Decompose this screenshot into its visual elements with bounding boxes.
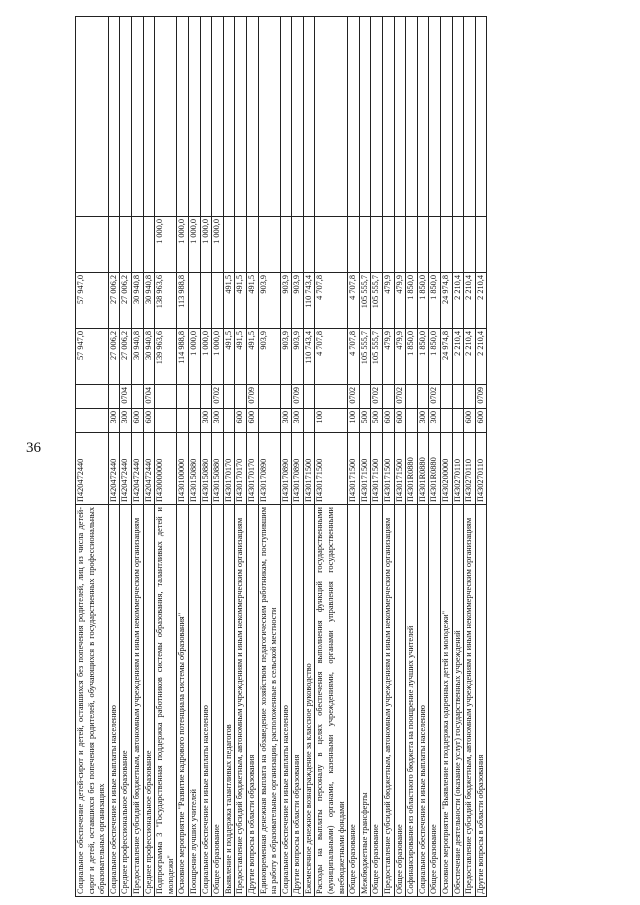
amount-federal: [475, 217, 487, 273]
target-article-code: П420472440: [131, 433, 143, 505]
table-row: [188, 17, 200, 897]
row-name: Поощрение лучших учителей: [188, 505, 200, 897]
amount-regional: 24 974,8: [441, 273, 453, 329]
amount-total: 1 850,0: [406, 329, 418, 385]
section-code: 0709: [475, 385, 487, 409]
table-row: [246, 17, 258, 897]
amount-other: [475, 17, 487, 217]
table-row: [348, 17, 360, 897]
amount-total: 1 850,0: [417, 329, 429, 385]
section-code: 0702: [371, 385, 383, 409]
target-article-code: П430171500: [315, 433, 348, 505]
row-name: Софинансирование из областного бюджета на поощрение лучших учителей: [406, 505, 418, 897]
table-row: [452, 17, 464, 897]
amount-other: [155, 17, 177, 217]
amount-total: 2 210,4: [475, 329, 487, 385]
budget-table: [75, 16, 487, 897]
section-code: [258, 385, 280, 409]
amount-total: 27 006,2: [120, 329, 132, 385]
table-row: [200, 17, 212, 897]
expense-type-code: [452, 409, 464, 433]
table-row: [108, 17, 120, 897]
target-article-code: П430171500: [359, 433, 371, 505]
target-article-code: П430150880: [212, 433, 224, 505]
row-name: Социальное обеспечение и иные выплаты населению: [200, 505, 212, 897]
row-name: Основное мероприятие "Выявление и поддержка одаренных детей и молодежи": [441, 505, 453, 897]
target-article-code: П430171500: [371, 433, 383, 505]
amount-federal: 1 000,0: [212, 217, 224, 273]
amount-regional: 479,9: [394, 273, 406, 329]
amount-total: 491,5: [223, 329, 235, 385]
amount-regional: 491,5: [235, 273, 247, 329]
section-code: [359, 385, 371, 409]
amount-total: 30 940,8: [131, 329, 143, 385]
amount-federal: [452, 217, 464, 273]
table-row: [429, 17, 441, 897]
target-article-code: П430170170: [235, 433, 247, 505]
amount-regional: 903,9: [292, 273, 304, 329]
section-code: 0702: [394, 385, 406, 409]
amount-federal: [280, 217, 292, 273]
amount-regional: 4 707,8: [315, 273, 348, 329]
amount-total: 1 000,0: [212, 329, 224, 385]
table-row: [406, 17, 418, 897]
row-name: Общее образование: [371, 505, 383, 897]
amount-other: [280, 17, 292, 217]
section-code: 0704: [120, 385, 132, 409]
section-code: [452, 385, 464, 409]
amount-total: 139 963,6: [155, 329, 177, 385]
amount-other: [429, 17, 441, 217]
target-article-code: П430170890: [280, 433, 292, 505]
amount-other: [292, 17, 304, 217]
target-article-code: П430150880: [188, 433, 200, 505]
target-article-code: П4301R0880: [417, 433, 429, 505]
amount-other: [315, 17, 348, 217]
row-name: Общее образование: [212, 505, 224, 897]
target-article-code: П430200000: [441, 433, 453, 505]
section-code: [131, 385, 143, 409]
amount-total: 105 555,7: [359, 329, 371, 385]
amount-regional: 479,9: [383, 273, 395, 329]
section-code: [188, 385, 200, 409]
expense-type-code: 300: [212, 409, 224, 433]
amount-other: [417, 17, 429, 217]
section-code: [155, 385, 177, 409]
amount-regional: 4 707,8: [348, 273, 360, 329]
target-article-code: П430170890: [292, 433, 304, 505]
amount-regional: 27 006,2: [120, 273, 132, 329]
amount-federal: [292, 217, 304, 273]
amount-other: [371, 17, 383, 217]
amount-other: [348, 17, 360, 217]
target-article-code: П420472440: [76, 433, 109, 505]
expense-type-code: [76, 409, 109, 433]
section-code: 0702: [429, 385, 441, 409]
section-code: [76, 385, 109, 409]
target-article-code: П430171500: [383, 433, 395, 505]
section-code: 0709: [246, 385, 258, 409]
amount-other: [200, 17, 212, 217]
expense-type-code: [303, 409, 315, 433]
amount-regional: 57 947,0: [76, 273, 109, 329]
amount-regional: 491,5: [223, 273, 235, 329]
amount-other: [235, 17, 247, 217]
amount-total: 105 555,7: [371, 329, 383, 385]
expense-type-code: 600: [235, 409, 247, 433]
expense-type-code: 300: [280, 409, 292, 433]
amount-other: [394, 17, 406, 217]
target-article-code: П430170170: [246, 433, 258, 505]
expense-type-code: 300: [108, 409, 120, 433]
section-code: [177, 385, 189, 409]
expense-type-code: [177, 409, 189, 433]
target-article-code: П430171500: [303, 433, 315, 505]
amount-federal: [348, 217, 360, 273]
expense-type-code: 300: [429, 409, 441, 433]
amount-total: 903,9: [292, 329, 304, 385]
target-article-code: П420472440: [120, 433, 132, 505]
amount-total: 903,9: [258, 329, 280, 385]
expense-type-code: 300: [292, 409, 304, 433]
section-code: [200, 385, 212, 409]
amount-other: [258, 17, 280, 217]
row-name: Общее образование: [394, 505, 406, 897]
amount-federal: [143, 217, 155, 273]
amount-other: [131, 17, 143, 217]
amount-regional: 113 988,8: [177, 273, 189, 329]
amount-other: [406, 17, 418, 217]
row-name: Предоставление субсидий бюджетным, автономным учреждениям и иным некоммерческим организациям: [235, 505, 247, 897]
row-name: Предоставление субсидий бюджетным, автономным учреждениям и иным некоммерческим организациям: [131, 505, 143, 897]
amount-other: [188, 17, 200, 217]
target-article-code: П430270110: [452, 433, 464, 505]
amount-federal: [417, 217, 429, 273]
section-code: [303, 385, 315, 409]
amount-regional: 105 555,7: [359, 273, 371, 329]
amount-other: [76, 17, 109, 217]
amount-other: [143, 17, 155, 217]
row-name: Ежемесячное денежное вознаграждение за классное руководство: [303, 505, 315, 897]
amount-total: 114 988,8: [177, 329, 189, 385]
expense-type-code: 500: [359, 409, 371, 433]
row-name: Подпрограмма 3 "Государственная поддержка работников системы образования, талантливых детей и молодежи": [155, 505, 177, 897]
amount-regional: 491,5: [246, 273, 258, 329]
amount-federal: 1 000,0: [200, 217, 212, 273]
section-code: [417, 385, 429, 409]
expense-type-code: 600: [475, 409, 487, 433]
table-row: [303, 17, 315, 897]
amount-other: [383, 17, 395, 217]
row-name: Основное мероприятие "Развитие кадрового потенциала системы образования": [177, 505, 189, 897]
amount-regional: 30 940,8: [131, 273, 143, 329]
section-code: 0702: [348, 385, 360, 409]
amount-other: [303, 17, 315, 217]
section-code: [383, 385, 395, 409]
expense-type-code: 600: [143, 409, 155, 433]
amount-other: [464, 17, 476, 217]
expense-type-code: 100: [348, 409, 360, 433]
amount-federal: [441, 217, 453, 273]
amount-regional: 1 850,0: [417, 273, 429, 329]
section-code: [315, 385, 348, 409]
amount-federal: [258, 217, 280, 273]
target-article-code: П430171500: [348, 433, 360, 505]
amount-other: [223, 17, 235, 217]
table-row: [235, 17, 247, 897]
row-name: Другие вопросы в области образования: [475, 505, 487, 897]
expense-type-code: 300: [200, 409, 212, 433]
expense-type-code: [441, 409, 453, 433]
table-row: [258, 17, 280, 897]
row-name: Расходы на выплаты персоналу в целях обеспечения выполнения функций государственными (муниципальными) органами, казенными учреждениями, органами управления государственными внебюджетными фондами: [315, 505, 348, 897]
expense-type-code: [223, 409, 235, 433]
table-row: [143, 17, 155, 897]
amount-federal: [131, 217, 143, 273]
amount-regional: 110 743,4: [303, 273, 315, 329]
amount-regional: 2 210,4: [464, 273, 476, 329]
amount-total: 903,9: [280, 329, 292, 385]
row-name: Общее образование: [429, 505, 441, 897]
table-row: [292, 17, 304, 897]
amount-other: [108, 17, 120, 217]
target-article-code: П430270110: [475, 433, 487, 505]
amount-total: 57 947,0: [76, 329, 109, 385]
expense-type-code: 100: [315, 409, 348, 433]
amount-other: [120, 17, 132, 217]
amount-total: 1 000,0: [188, 329, 200, 385]
section-code: [223, 385, 235, 409]
amount-federal: [359, 217, 371, 273]
amount-other: [359, 17, 371, 217]
amount-federal: [394, 217, 406, 273]
section-code: [441, 385, 453, 409]
amount-federal: 1 000,0: [155, 217, 177, 273]
expense-type-code: 600: [246, 409, 258, 433]
amount-regional: 138 963,6: [155, 273, 177, 329]
amount-regional: [200, 273, 212, 329]
row-name: Социальное обеспечение и иные выплаты населению: [108, 505, 120, 897]
amount-regional: 2 210,4: [475, 273, 487, 329]
amount-federal: [246, 217, 258, 273]
row-name: Социальное обеспечение и иные выплаты населению: [417, 505, 429, 897]
table-row: [131, 17, 143, 897]
amount-total: 24 974,8: [441, 329, 453, 385]
section-code: 0704: [143, 385, 155, 409]
amount-other: [212, 17, 224, 217]
amount-federal: [76, 217, 109, 273]
row-name: Среднее профессиональное образование: [120, 505, 132, 897]
target-article-code: П430171500: [394, 433, 406, 505]
expense-type-code: [258, 409, 280, 433]
row-name: Межбюджетные трансферты: [359, 505, 371, 897]
amount-federal: [235, 217, 247, 273]
table-row: [212, 17, 224, 897]
amount-total: 1 850,0: [429, 329, 441, 385]
table-row: [475, 17, 487, 897]
amount-federal: [120, 217, 132, 273]
target-article-code: П430270110: [464, 433, 476, 505]
section-code: 0709: [292, 385, 304, 409]
table-row: [76, 17, 109, 897]
table-row: [223, 17, 235, 897]
amount-federal: [223, 217, 235, 273]
row-name: Социальное обеспечение детей-сирот и детей, оставшихся без попечения родителей, лиц из числа детей-сирот и детей, оставшихся без попечения родителей, обучающихся в государственных профессиональных образовательных организациях: [76, 505, 109, 897]
amount-federal: 1 000,0: [177, 217, 189, 273]
table-row: [155, 17, 177, 897]
section-code: [108, 385, 120, 409]
target-article-code: П430170890: [258, 433, 280, 505]
amount-total: 4 707,8: [315, 329, 348, 385]
table-body: [76, 17, 487, 897]
amount-federal: [371, 217, 383, 273]
amount-regional: 30 940,8: [143, 273, 155, 329]
amount-regional: [188, 273, 200, 329]
amount-total: 479,9: [383, 329, 395, 385]
table-row: [359, 17, 371, 897]
table-row: [315, 17, 348, 897]
row-name: Другие вопросы в области образования: [292, 505, 304, 897]
expense-type-code: 600: [464, 409, 476, 433]
row-name: Выявление и поддержка талантливых педагогов: [223, 505, 235, 897]
expense-type-code: 600: [394, 409, 406, 433]
amount-federal: 1 000,0: [188, 217, 200, 273]
section-code: 0702: [212, 385, 224, 409]
target-article-code: П4301R0880: [406, 433, 418, 505]
target-article-code: П430100000: [177, 433, 189, 505]
target-article-code: П430170170: [223, 433, 235, 505]
table-row: [177, 17, 189, 897]
expense-type-code: [188, 409, 200, 433]
expense-type-code: 500: [371, 409, 383, 433]
amount-regional: 1 850,0: [429, 273, 441, 329]
amount-other: [246, 17, 258, 217]
amount-regional: [212, 273, 224, 329]
row-name: Предоставление субсидий бюджетным, автономным учреждениям и иным некоммерческим организациям: [383, 505, 395, 897]
amount-federal: [108, 217, 120, 273]
target-article-code: П430150880: [200, 433, 212, 505]
expense-type-code: 600: [131, 409, 143, 433]
amount-other: [441, 17, 453, 217]
amount-total: 30 940,8: [143, 329, 155, 385]
row-name: Среднее профессиональное образование: [143, 505, 155, 897]
table-row: [464, 17, 476, 897]
expense-type-code: 600: [383, 409, 395, 433]
amount-total: 2 210,4: [464, 329, 476, 385]
target-article-code: П4301R0880: [429, 433, 441, 505]
row-name: Общее образование: [348, 505, 360, 897]
amount-regional: 903,9: [258, 273, 280, 329]
table-row: [383, 17, 395, 897]
table-row: [417, 17, 429, 897]
target-article-code: П430000000: [155, 433, 177, 505]
amount-total: 1 000,0: [200, 329, 212, 385]
row-name: Обеспечение деятельности (оказание услуг) государственных учреждений: [452, 505, 464, 897]
table-row: [441, 17, 453, 897]
row-name: Социальное обеспечение и иные выплаты населению: [280, 505, 292, 897]
amount-total: 110 743,4: [303, 329, 315, 385]
target-article-code: П420472440: [108, 433, 120, 505]
expense-type-code: [406, 409, 418, 433]
amount-total: 2 210,4: [452, 329, 464, 385]
table-row: [371, 17, 383, 897]
amount-federal: [303, 217, 315, 273]
amount-other: [452, 17, 464, 217]
table-row: [394, 17, 406, 897]
amount-federal: [464, 217, 476, 273]
section-code: [280, 385, 292, 409]
amount-total: 491,5: [235, 329, 247, 385]
section-code: [235, 385, 247, 409]
amount-regional: 1 850,0: [406, 273, 418, 329]
amount-regional: 27 006,2: [108, 273, 120, 329]
expense-type-code: [155, 409, 177, 433]
amount-regional: 105 555,7: [371, 273, 383, 329]
target-article-code: П420472440: [143, 433, 155, 505]
amount-total: 4 707,8: [348, 329, 360, 385]
section-code: [406, 385, 418, 409]
table-row: [120, 17, 132, 897]
page-number: 36: [26, 440, 41, 456]
amount-federal: [406, 217, 418, 273]
amount-federal: [429, 217, 441, 273]
row-name: Предоставление субсидий бюджетным, автономным учреждениям и иным некоммерческим организациям: [464, 505, 476, 897]
amount-other: [177, 17, 189, 217]
amount-total: 27 006,2: [108, 329, 120, 385]
expense-type-code: 300: [120, 409, 132, 433]
amount-regional: 2 210,4: [452, 273, 464, 329]
amount-total: 491,5: [246, 329, 258, 385]
row-name: Единовременная денежная выплата на обзаведение хозяйством педагогическим работникам, поступившим на работу в образовательные организации, расположенные в сельской местности: [258, 505, 280, 897]
expense-type-code: 300: [417, 409, 429, 433]
table-row: [280, 17, 292, 897]
amount-total: 479,9: [394, 329, 406, 385]
amount-regional: 903,9: [280, 273, 292, 329]
row-name: Другие вопросы в области образования: [246, 505, 258, 897]
amount-federal: [315, 217, 348, 273]
section-code: [464, 385, 476, 409]
amount-federal: [383, 217, 395, 273]
